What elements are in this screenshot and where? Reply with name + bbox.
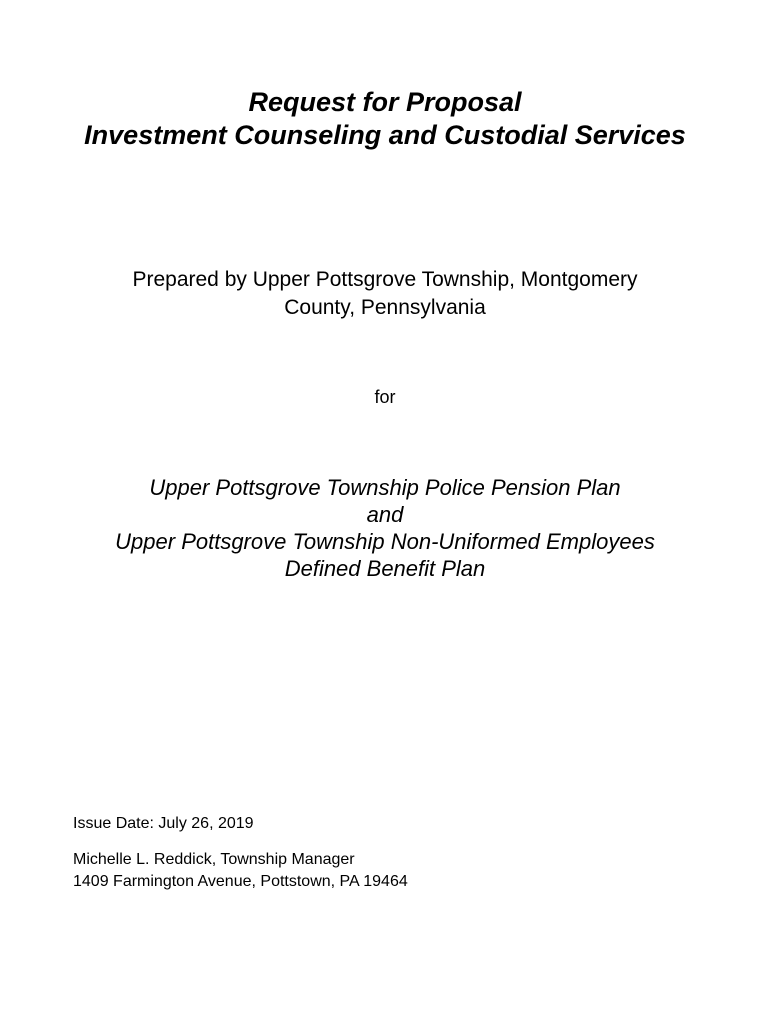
issue-date: Issue Date: July 26, 2019 [73, 815, 254, 832]
plan-line-2: and [366, 502, 404, 527]
prepared-by-statement [0, 266, 770, 322]
plan-line-3: Upper Pottsgrove Township Non-Uniformed Employees [115, 529, 655, 554]
document-footer [73, 813, 408, 893]
title-line-1: Request for Proposal [248, 87, 522, 117]
contact-name: Michelle L. Reddick, Township Manager [73, 851, 355, 868]
contact-address: 1409 Farmington Avenue, Pottstown, PA 19464 [73, 873, 408, 890]
plan-names [0, 474, 770, 582]
plan-line-4: Defined Benefit Plan [284, 556, 486, 581]
prepared-by-line-2: County, Pennsylvania [284, 296, 486, 319]
document-title [0, 86, 770, 152]
footer-spacer [73, 835, 408, 849]
prepared-by-line-1: Prepared by Upper Pottsgrove Township, Montgomery [132, 268, 638, 291]
title-line-2: Investment Counseling and Custodial Services [84, 120, 686, 150]
for-text: for [374, 387, 396, 407]
plan-line-1: Upper Pottsgrove Township Police Pension Plan [149, 475, 621, 500]
